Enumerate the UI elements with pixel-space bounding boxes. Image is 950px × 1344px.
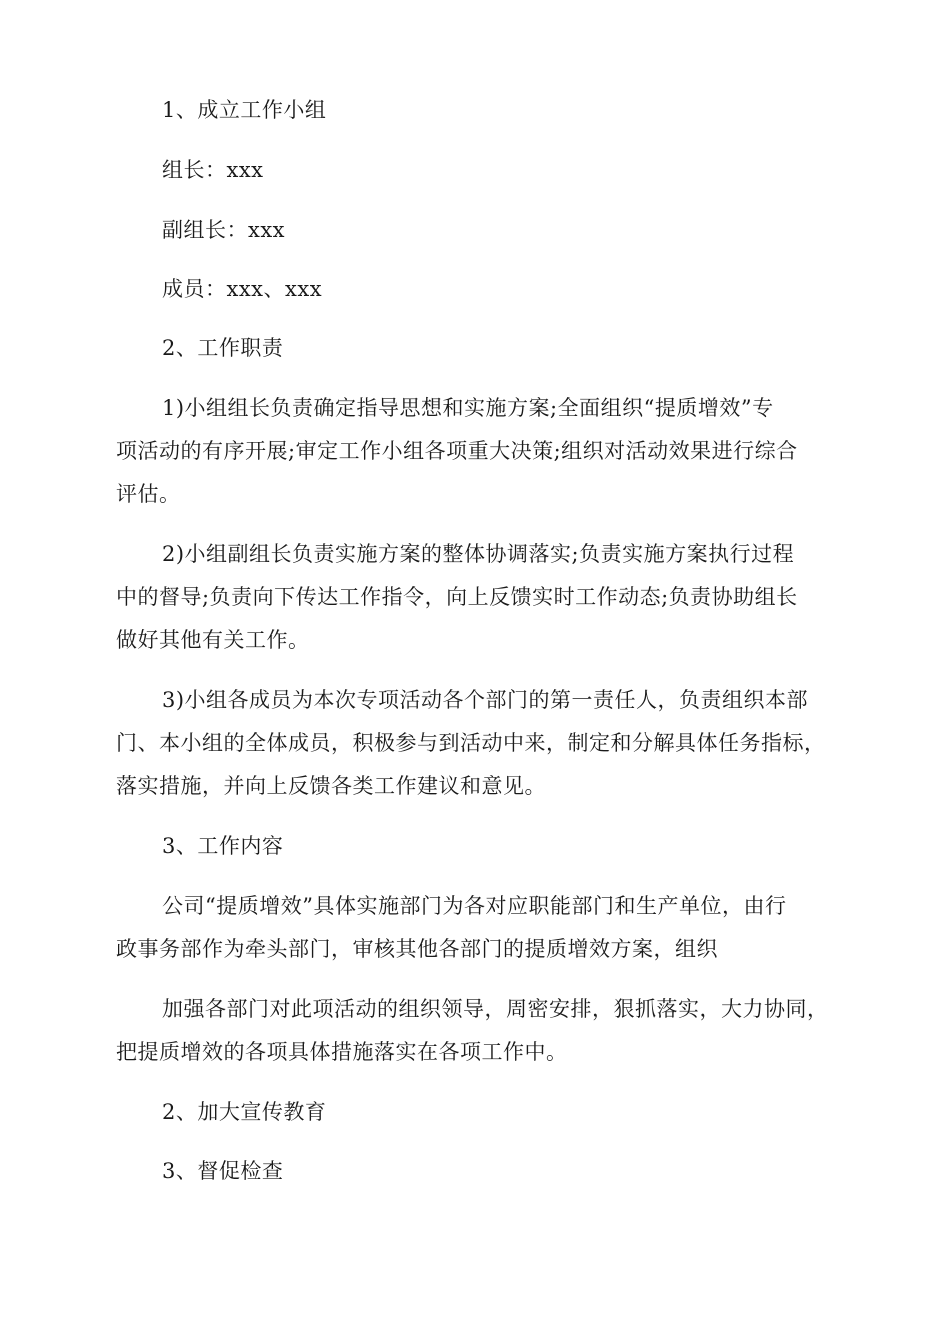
paragraph-leader-duty-line-3: 评估。	[116, 482, 181, 506]
paragraph-implementation-line-2: 政事务部作为牵头部门，审核其他各部门的提质增效方案，组织	[116, 937, 718, 961]
heading-publicity-education: 2、加大宣传教育	[162, 1100, 327, 1124]
heading-form-work-group: 1、成立工作小组	[162, 98, 327, 122]
paragraph-deputy-duty-line-2: 中的督导;负责向下传达工作指令，向上反馈实时工作动态;负责协助组长	[116, 585, 798, 609]
paragraph-deputy-duty-line-1: 2)小组副组长负责实施方案的整体协调落实;负责实施方案执行过程	[162, 542, 795, 566]
paragraph-member-duty-line-1: 3)小组各成员为本次专项活动各个部门的第一责任人，负责组织本部	[162, 688, 809, 712]
paragraph-implementation-line-1: 公司“提质增效”具体实施部门为各对应职能部门和生产单位，由行	[162, 894, 787, 918]
heading-responsibilities: 2、工作职责	[162, 336, 284, 360]
heading-supervision-inspection: 3、督促检查	[162, 1159, 284, 1183]
members-line: 成员：xxx、xxx	[162, 277, 323, 301]
paragraph-member-duty-line-2: 门、本小组的全体成员，积极参与到活动中来，制定和分解具体任务指标，	[116, 731, 826, 755]
paragraph-member-duty-line-3: 落实措施，并向上反馈各类工作建议和意见。	[116, 774, 546, 798]
paragraph-deputy-duty-line-3: 做好其他有关工作。	[116, 628, 310, 652]
paragraph-leader-duty-line-1: 1)小组组长负责确定指导思想和实施方案;全面组织“提质增效”专	[162, 396, 774, 420]
paragraph-leader-duty-line-2: 项活动的有序开展;审定工作小组各项重大决策;组织对活动效果进行综合	[116, 439, 798, 463]
group-leader-line: 组长：xxx	[162, 158, 264, 182]
heading-work-content: 3、工作内容	[162, 834, 284, 858]
paragraph-strengthen-line-2: 把提质增效的各项具体措施落实在各项工作中。	[116, 1040, 568, 1064]
deputy-leader-line: 副组长：xxx	[162, 218, 286, 242]
paragraph-strengthen-line-1: 加强各部门对此项活动的组织领导，周密安排，狠抓落实，大力协同，	[162, 997, 829, 1021]
